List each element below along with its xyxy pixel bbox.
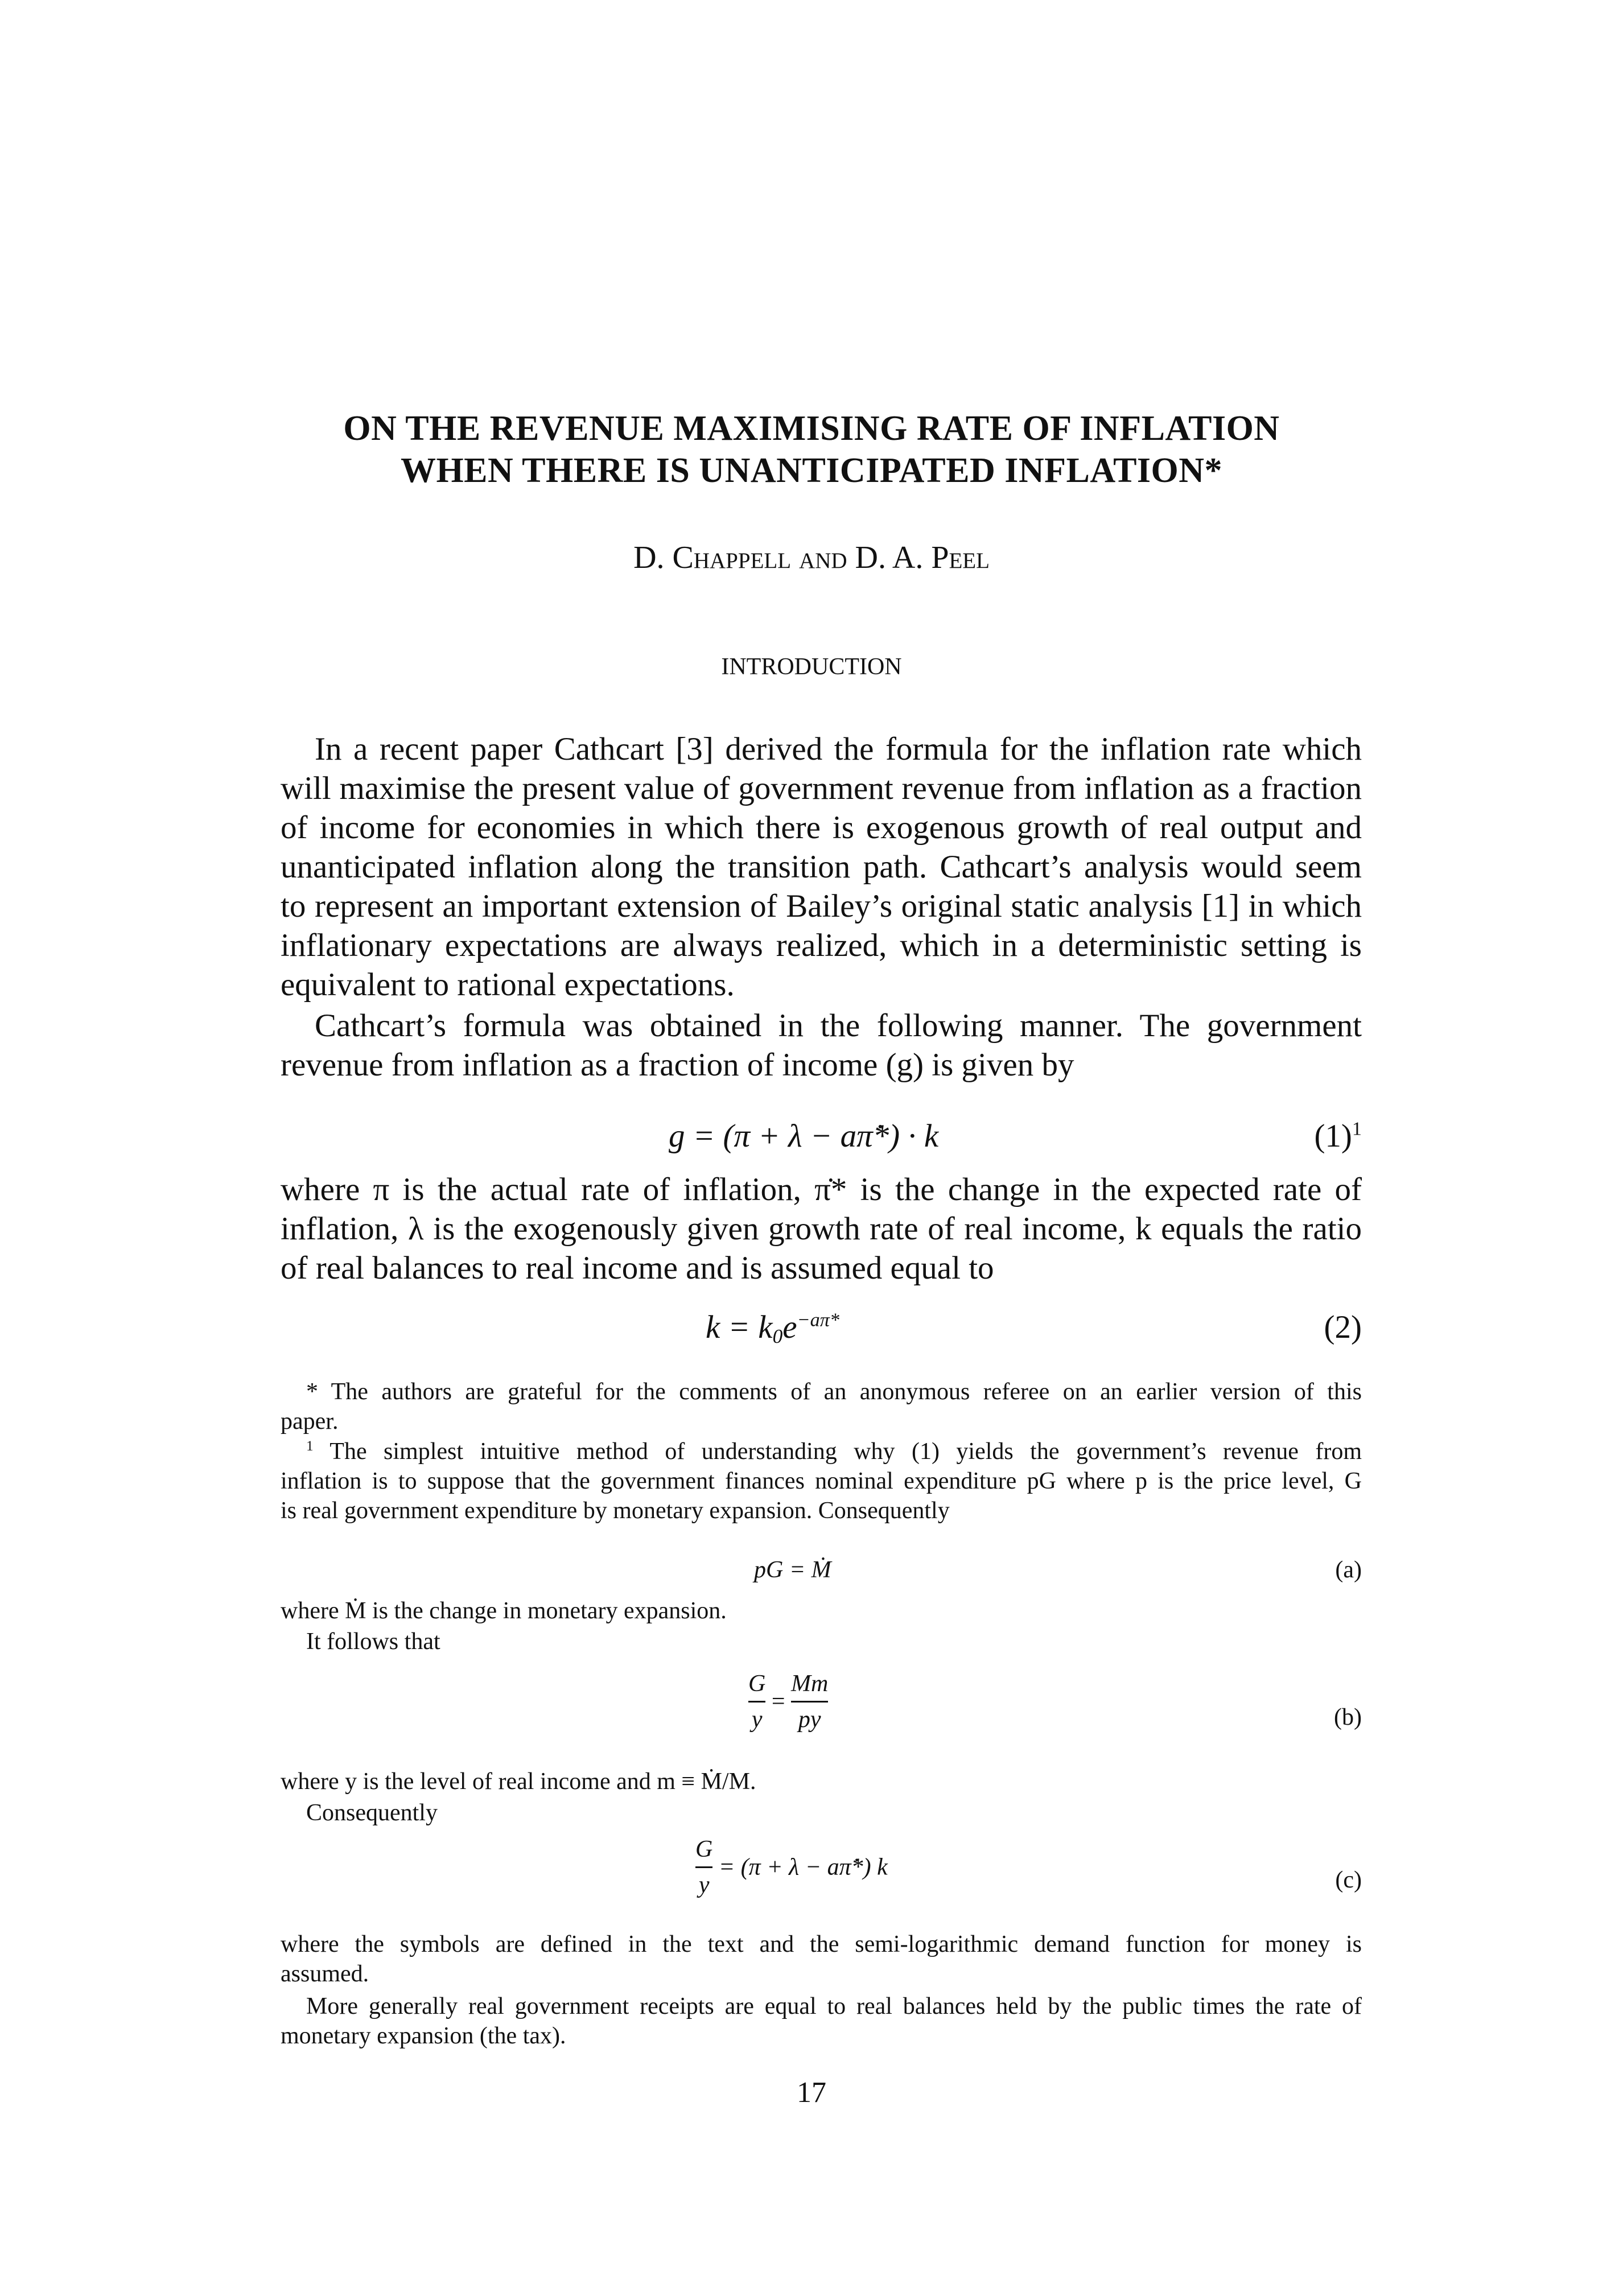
footnote-1-line: It follows that — [306, 1629, 440, 1655]
paragraph-1-line: equivalent to rational expectations. — [281, 967, 735, 1003]
footnote-1-line: where y is the level of real income and m ≡ Ṁ/M. — [281, 1769, 756, 1795]
footnote-1-text: The simplest intuitive method of understanding why (1) yields the government’s revenue from — [329, 1438, 1362, 1465]
paragraph-1-line: to represent an important extension of Bailey’s original static analysis [1] in which — [281, 888, 1362, 924]
footnote-1-line: is real government expenditure by monetary expansion. Consequently — [281, 1498, 950, 1524]
fraction-bar — [748, 1701, 765, 1703]
paragraph-3-line: where π is the actual rate of inflation, π̇* is the change in the expected rate of — [281, 1172, 1362, 1207]
fraction-numerator: Mm — [791, 1671, 829, 1697]
footnote-star-marker: * — [306, 1379, 318, 1405]
footnote-1-line: assumed. — [281, 1961, 369, 1987]
footnote-1-line: Consequently — [306, 1800, 438, 1826]
fraction-denominator: y — [698, 1872, 710, 1898]
fraction-numerator: G — [695, 1836, 713, 1862]
footnote-equation-b — [748, 1670, 828, 1733]
equation-2-subscript: 0 — [772, 1325, 783, 1347]
equation-1-label — [1314, 1118, 1362, 1155]
paragraph-1-line: unanticipated inflation along the transition path. Cathcart’s analysis would seem — [281, 849, 1362, 885]
paragraph-3-line: of real balances to real income and is assumed equal to — [281, 1250, 994, 1286]
paragraph-1-line: will maximise the present value of government revenue from inflation as a fraction — [281, 770, 1362, 806]
section-heading-introduction: INTRODUCTION — [721, 654, 902, 680]
page-number: 17 — [797, 2076, 826, 2109]
equals-sign: = — [771, 1688, 785, 1715]
paragraph-3-line: inflation, λ is the exogenously given growth rate of real income, k equals the ratio — [281, 1211, 1362, 1247]
equation-1-number: (1) — [1314, 1118, 1352, 1154]
equation-c-rhs: = (π + λ − aπ̇*) k — [718, 1854, 888, 1881]
fraction-denominator: y — [751, 1706, 763, 1733]
footnote-1-line: monetary expansion (the tax). — [281, 2023, 566, 2049]
equation-2-base: e — [782, 1309, 797, 1345]
fraction-denominator: py — [798, 1706, 821, 1733]
paragraph-2-line: revenue from inflation as a fraction of income (g) is given by — [281, 1047, 1074, 1083]
fraction-g-over-y — [695, 1836, 712, 1899]
paper-title-line-2: WHEN THERE IS UNANTICIPATED INFLATION* — [400, 451, 1223, 490]
footnote-1-line: where the symbols are defined in the text and the semi-logarithmic demand function for money is — [281, 1931, 1362, 1957]
equation-2-label: (2) — [1324, 1309, 1362, 1345]
equation-1: g = (π + λ − aπ̇*) · k — [669, 1118, 939, 1154]
paragraph-2-line: Cathcart’s formula was obtained in the following manner. The government — [315, 1008, 1362, 1044]
footnote-equation-c — [695, 1836, 888, 1899]
authors: D. Chappell and D. A. Peel — [633, 540, 990, 575]
paragraph-1-line: of income for economies in which there is exogenous growth of real output and — [281, 810, 1362, 846]
footnote-star-text: The authors are grateful for the comments of an anonymous referee on an earlier version of this — [331, 1379, 1362, 1405]
paper-title-line-1: ON THE REVENUE MAXIMISING RATE OF INFLATION — [343, 409, 1280, 448]
paragraph-1-line: inflationary expectations are always realized, which in a deterministic setting is — [281, 928, 1362, 963]
equation-2 — [706, 1309, 839, 1346]
footnote-star-line: paper. — [281, 1408, 339, 1435]
footnote-1-line — [306, 1440, 1362, 1464]
footnote-equation-a: pG = Ṁ — [754, 1557, 831, 1583]
footnote-ref-1[interactable]: 1 — [1352, 1118, 1362, 1140]
footnote-1-line: More generally real government receipts are equal to real balances held by the public times the rate of — [306, 1993, 1362, 2019]
footnote-equation-b-label: (b) — [1334, 1704, 1362, 1730]
footnote-1-line: where Ṁ is the change in monetary expansion. — [281, 1598, 727, 1624]
footnote-equation-a-label: (a) — [1335, 1557, 1362, 1583]
fraction-g-over-y — [748, 1670, 765, 1733]
fraction-bar — [791, 1701, 828, 1703]
paragraph-1-line: In a recent paper Cathcart [3] derived the formula for the inflation rate which — [315, 731, 1362, 767]
equation-2-exponent: −aπ* — [797, 1309, 839, 1331]
footnote-1-marker: 1 — [306, 1438, 314, 1454]
fraction-bar — [695, 1866, 712, 1868]
footnote-star-line — [306, 1380, 1362, 1404]
equation-2-lhs: k = k — [706, 1309, 773, 1345]
fraction-mm-over-py — [791, 1670, 828, 1733]
footnote-equation-c-label: (c) — [1335, 1867, 1362, 1893]
fraction-numerator: G — [748, 1671, 766, 1697]
footnote-1-line: inflation is to suppose that the government finances nominal expenditure pG where p is the price level, G — [281, 1468, 1362, 1494]
